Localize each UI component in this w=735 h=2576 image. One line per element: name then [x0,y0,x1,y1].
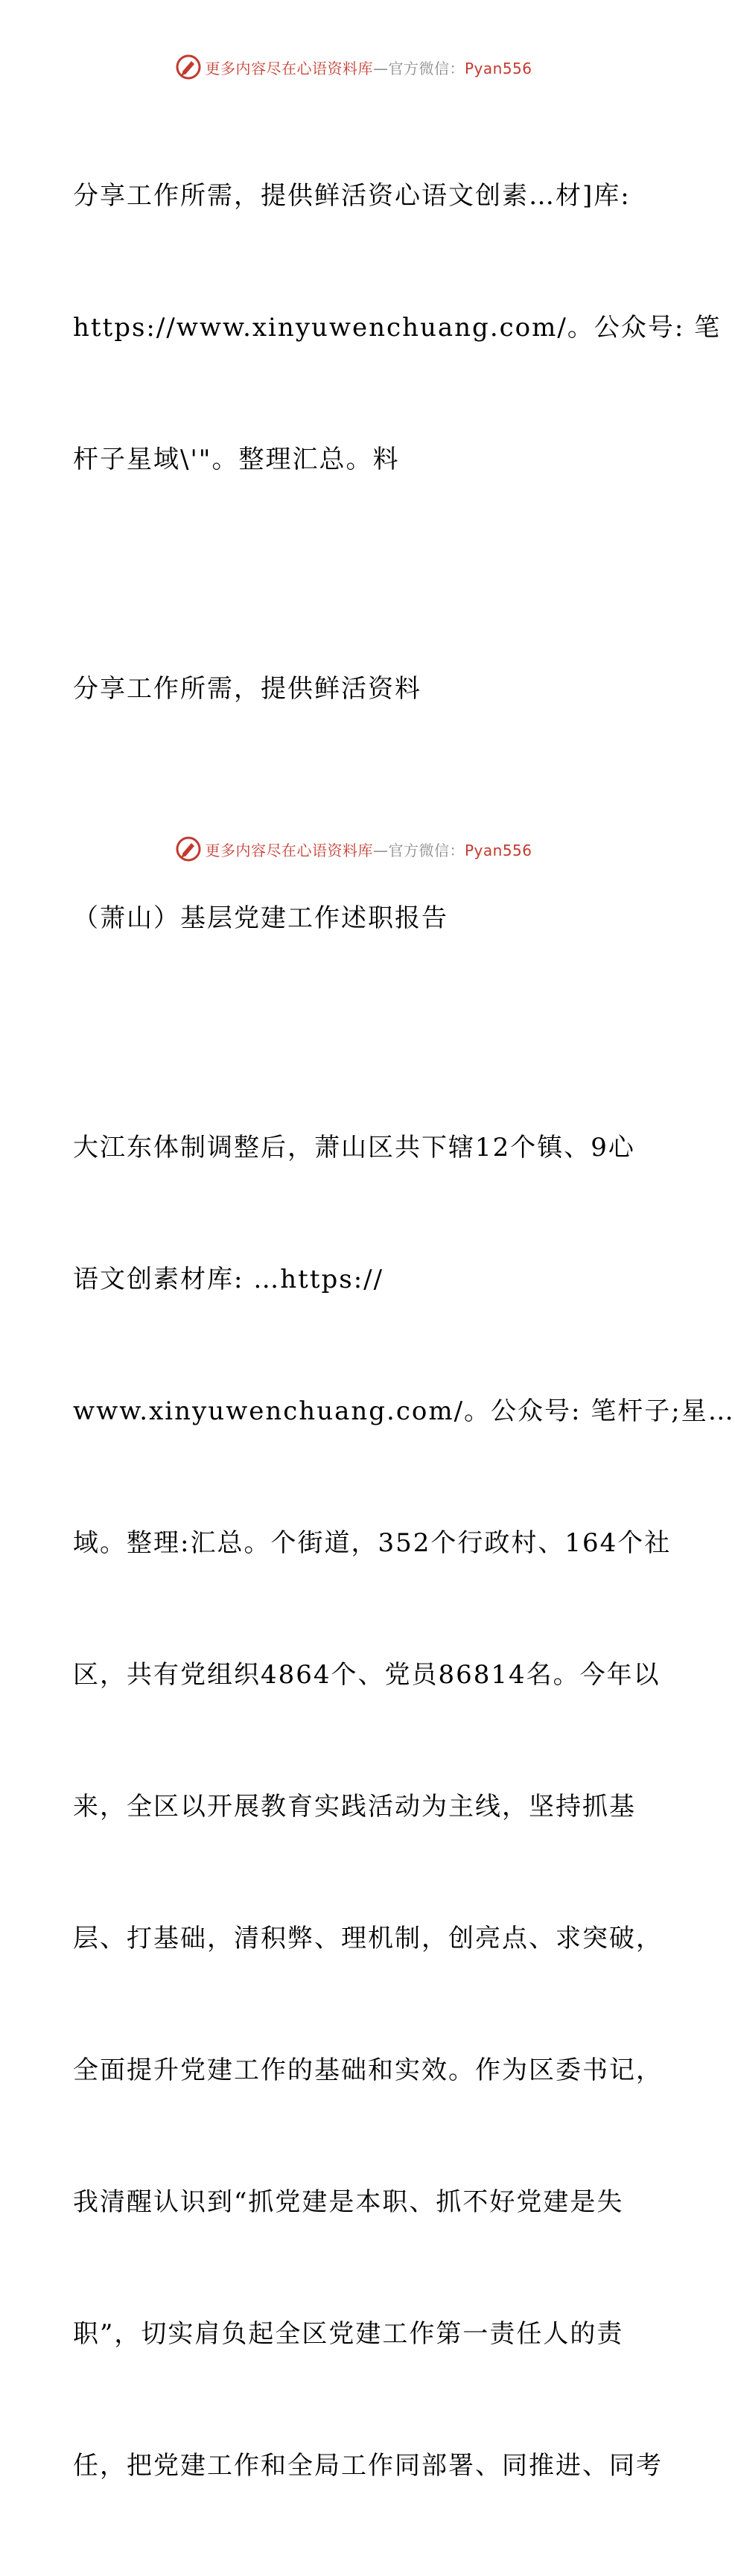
banner-main-text: 更多内容尽在心语资料库 [205,841,373,859]
text-line: 分享工作所需，提供鲜活资料 [73,674,421,704]
banner-dash: — [372,59,389,77]
banner-sub-text: 官方微信： [388,841,465,859]
header-banner [0,51,707,83]
text-line: 语文创素材库: …https:// [73,1265,384,1294]
text-line: https://www.xinyuwenchuang.com/。公众号: 笔 [73,313,722,343]
banner-wechat-id: Pyan556 [464,841,532,859]
text-line: 任，把党建工作和全局工作同部署、同推进、同考 [73,2451,663,2481]
banner-main-text: 更多内容尽在心语资料库 [205,59,373,77]
paragraph-share [73,579,639,799]
text-line: www.xinyuwenchuang.com/。公众号: 笔杆子;星… [73,1396,735,1426]
text-line: 域。整理:汇总。个街道，352个行政村、164个社 [73,1528,672,1558]
paragraph-intro-promo [73,86,722,570]
banner-dash: — [372,841,389,859]
text-line: 区，共有党组织4864个、党员86814名。今年以 [73,1660,661,1690]
text-line: 大江东体制调整后，萧山区共下辖12个镇、9心 [73,1133,635,1163]
text-line: 我清醒认识到“抓党建是本职、抓不好党建是失 [73,2187,624,2217]
footer-banner [0,833,707,865]
banner-sub-text: 官方微信： [388,59,465,77]
paragraph-body [73,1038,735,2576]
text-line: （萧山）基层党建工作述职报告 [73,903,448,933]
banner-wechat-id: Pyan556 [464,59,532,77]
brush-pen-logo-icon [175,54,202,80]
text-line: 职”，切实肩负起全区党建工作第一责任人的责 [73,2319,624,2349]
text-line: 全面提升党建工作的基础和实效。作为区委书记， [73,2055,663,2085]
brush-pen-logo-icon [175,836,202,862]
banner-text [205,57,532,78]
text-line: 来，全区以开展教育实践活动为主线，坚持抓基 [73,1792,636,1822]
text-line: 分享工作所需，提供鲜活资心语文创素…材]库: [73,181,631,211]
banner-text [205,839,532,860]
document-body [73,86,735,2576]
text-line: 层、打基础，清积弊、理机制，创亮点、求突破， [73,1924,663,1953]
text-line: 杆子星域\'"。整理汇总。料 [73,445,400,474]
